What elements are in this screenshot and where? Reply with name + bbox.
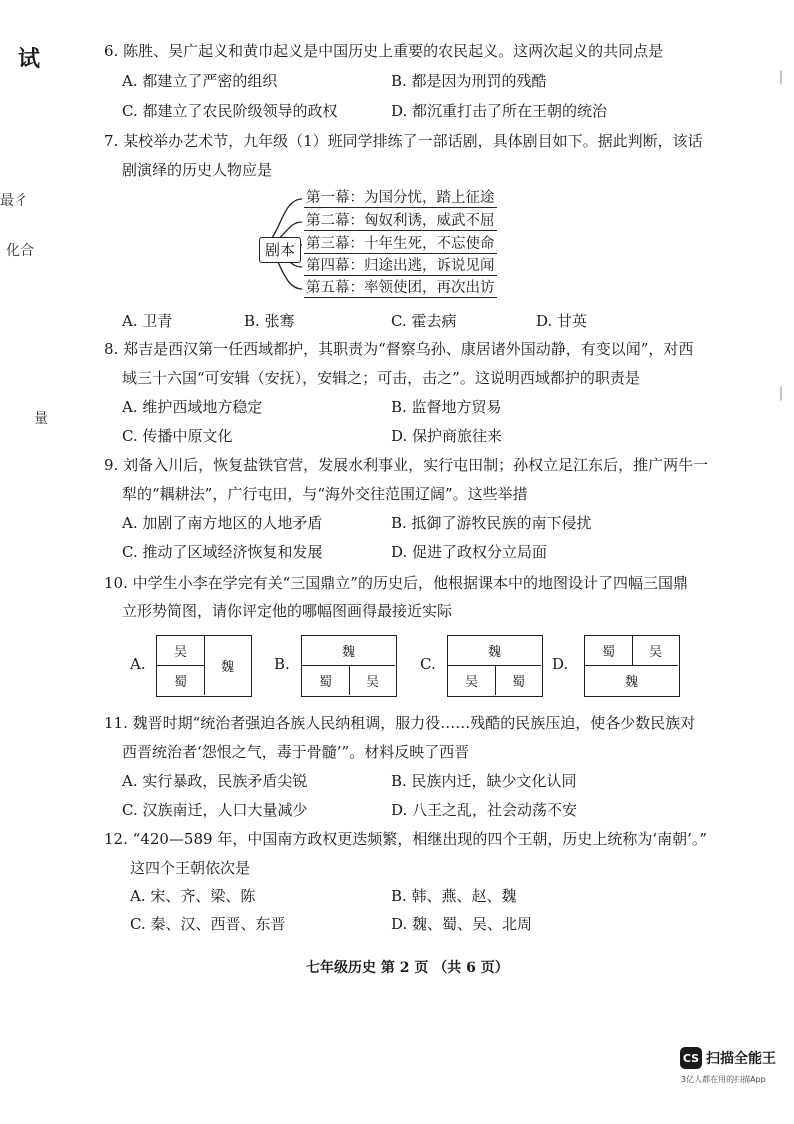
q10-map-a-wu: 吴	[157, 636, 205, 666]
q10-map-d-shu: 蜀	[585, 636, 633, 666]
q10-map-b-shu: 蜀	[302, 666, 350, 695]
cs-logo-icon: CS	[680, 1047, 702, 1069]
q12-stem-line1: 12. “420—589 年，中国南方政权更迭频繁，相继出现的四个王朝，历史上统称为‘南朝’。”	[104, 830, 708, 848]
act-3: 第三幕：十年生死，不忘使命	[306, 236, 495, 252]
q8-option-a: A. 维护西域地方稳定	[122, 398, 263, 416]
q8-option-d: D. 保护商旅往来	[391, 427, 503, 445]
q10-map-b-wei: 魏	[302, 636, 395, 666]
q6-option-c: C. 都建立了农民阶级领导的政权	[122, 102, 338, 120]
q10-map-a	[156, 635, 252, 697]
margin-fragment-left-1: 最彳	[0, 193, 28, 209]
q11-stem-line1: 11. 魏晋时期“统治者强迫各族人民纳租调，服力役……残酷的民族压迫，使各少数民族对	[104, 714, 696, 732]
q7-option-a: A. 卫青	[122, 312, 173, 330]
q8-option-c: C. 传播中原文化	[122, 427, 233, 445]
scanner-app-name: 扫描全能王	[706, 1051, 776, 1067]
q8-stem-line2: 域三十六国“可安辑（安抚），安辑之；可击，击之”。这说明西域都护的职责是	[122, 369, 640, 387]
q10-map-b-wu: 吴	[365, 675, 379, 690]
q10-map-b	[301, 635, 397, 697]
page-footer: 七年级历史 第 2 页 （共 6 页）	[306, 960, 509, 976]
q10-map-d	[584, 635, 680, 697]
q7-stem-line2: 剧演绎的历史人物应是	[122, 161, 273, 179]
q9-option-d: D. 促进了政权分立局面	[391, 543, 548, 561]
q8-option-b: B. 监督地方贸易	[391, 398, 502, 416]
scanner-watermark	[680, 1047, 776, 1069]
q9-option-b: B. 抵御了游牧民族的南下侵扰	[391, 514, 592, 532]
q10-stem-line2: 立形势简图，请你评定他的哪幅图画得最接近实际	[122, 602, 453, 620]
act-2: 第二幕：匈奴利诱，威武不屈	[306, 213, 495, 229]
scanner-app-tagline: 3亿人都在用的扫描App	[681, 1075, 766, 1084]
q10-letter-d: D.	[552, 655, 569, 673]
q12-stem-line2: 这四个王朝依次是	[130, 859, 251, 877]
q11-option-c: C. 汉族南迁，人口大量减少	[122, 801, 308, 819]
q10-map-d-wu: 吴	[633, 636, 678, 666]
q8-stem-line1: 8. 郑吉是西汉第一任西域都护，其职责为“督察乌孙、康居诸外国动静，有变以闻”，对西	[104, 340, 694, 358]
q10-map-c-wei: 魏	[448, 636, 541, 666]
margin-fragment-right-2: ｜	[774, 387, 788, 403]
q6-stem: 6. 陈胜、吴广起义和黄巾起义是中国历史上重要的农民起义。这两次起义的共同点是	[104, 42, 664, 60]
margin-fragment-top-left: 试	[18, 46, 41, 72]
q10-map-a-wei: 魏	[220, 660, 234, 675]
margin-fragment-right-1: ｜	[774, 71, 788, 87]
q10-map-d-wei: 魏	[624, 675, 638, 690]
q7-option-c: C. 霍去病	[391, 312, 457, 330]
q7-option-b: B. 张骞	[244, 312, 295, 330]
q11-option-d: D. 八王之乱，社会动荡不安	[391, 801, 578, 819]
q7-stem-line1: 7. 某校举办艺术节，九年级（1）班同学排练了一部话剧，具体剧目如下。据此判断，该话	[104, 132, 703, 150]
q11-option-b: B. 民族内迁，缺少文化认同	[391, 772, 577, 790]
q10-stem-line1: 10. 中学生小李在学完有关“三国鼎立”的历史后，他根据课本中的地图设计了四幅三国鼎	[104, 574, 688, 592]
q6-option-b: B. 都是因为刑罚的残酷	[391, 72, 547, 90]
margin-fragment-left-3: 量	[34, 411, 48, 427]
q9-option-a: A. 加剧了南方地区的人地矛盾	[122, 514, 323, 532]
q10-letter-c: C.	[420, 655, 436, 673]
act-5: 第五幕：率领使团，再次出访	[306, 280, 495, 296]
q12-option-c: C. 秦、汉、西晋、东晋	[130, 915, 286, 933]
q11-stem-line2: 西晋统治者‘怨恨之气，毒于骨髓’”。材料反映了西晋	[122, 743, 470, 761]
script-label: 剧本	[259, 237, 301, 263]
act-4: 第四幕：归途出逃，诉说见闻	[306, 258, 495, 274]
q12-option-b: B. 韩、燕、赵、魏	[391, 887, 517, 905]
q12-option-d: D. 魏、蜀、吴、北周	[391, 915, 533, 933]
q9-option-c: C. 推动了区域经济恢复和发展	[122, 543, 323, 561]
q10-map-c	[447, 635, 543, 697]
q6-option-a: A. 都建立了严密的组织	[122, 72, 278, 90]
q10-letter-a: A.	[130, 655, 146, 673]
q10-map-c-shu: 蜀	[511, 675, 525, 690]
q10-map-a-shu: 蜀	[157, 666, 205, 695]
q12-option-a: A. 宋、齐、梁、陈	[130, 887, 256, 905]
q7-option-d: D. 甘英	[536, 312, 588, 330]
q6-option-d: D. 都沉重打击了所在王朝的统治	[391, 102, 608, 120]
q10-map-c-wu: 吴	[448, 666, 496, 695]
q10-letter-b: B.	[274, 655, 290, 673]
q11-option-a: A. 实行暴政，民族矛盾尖锐	[122, 772, 308, 790]
act-1: 第一幕：为国分忧，踏上征途	[306, 190, 495, 206]
margin-fragment-left-2: 化合	[6, 243, 34, 259]
q9-stem-line2: 犁的“耦耕法”，广行屯田，与“海外交往范围辽阔”。这些举措	[122, 485, 528, 503]
q9-stem-line1: 9. 刘备入川后，恢复盐铁官营，发展水利事业，实行屯田制；孙权立足江东后，推广两牛一	[104, 456, 709, 474]
